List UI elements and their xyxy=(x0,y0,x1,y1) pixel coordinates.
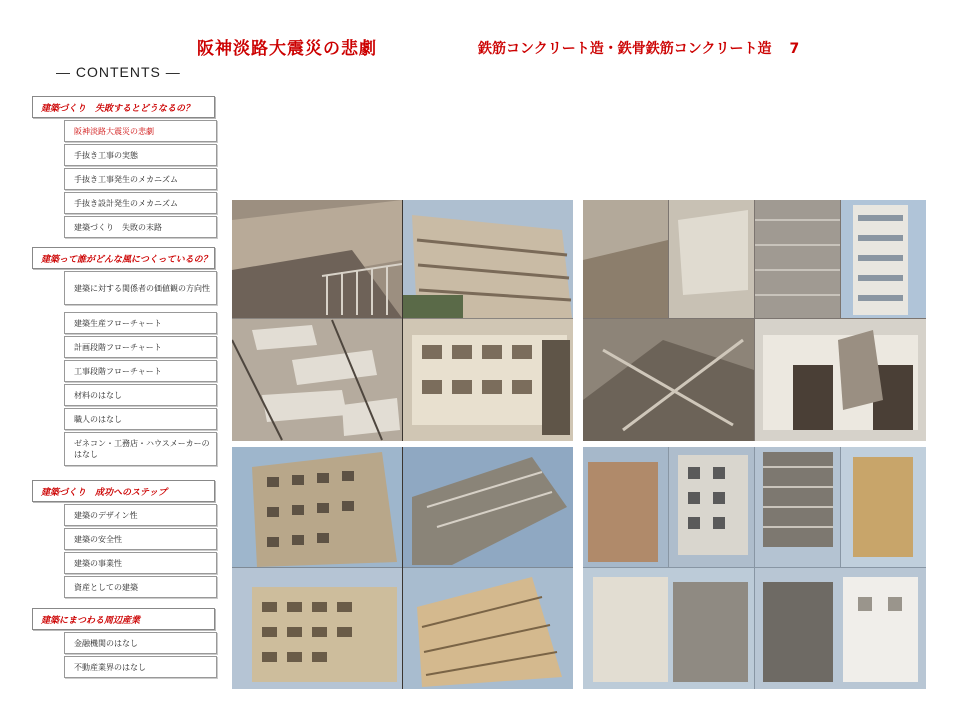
nav-item-hanshin-disaster[interactable]: 阪神淡路大震災の悲劇 xyxy=(64,120,217,142)
nav-item-construction-flow[interactable]: 工事段階フローチャート xyxy=(64,360,217,382)
page-number: 7 xyxy=(789,41,800,57)
nav-section-2[interactable]: 建築って誰がどんな風につくっているの？ xyxy=(32,247,215,269)
nav-item-values[interactable]: 建築に対する関係者の価値観の方向性 xyxy=(64,271,217,305)
nav-item-real-estate[interactable]: 不動産業界のはなし xyxy=(64,656,217,678)
page-title: 阪神淡路大震災の悲劇 xyxy=(197,39,377,59)
nav-item-shoddy-design-mechanism[interactable]: 手抜き設計発生のメカニズム xyxy=(64,192,217,214)
photo-spread-bottom-right xyxy=(583,447,926,689)
nav-item-shoddy-work[interactable]: 手抜き工事の実態 xyxy=(64,144,217,166)
nav-item-materials[interactable]: 材料のはなし xyxy=(64,384,217,406)
photo-spread-top-left xyxy=(232,200,573,441)
nav-item-finance[interactable]: 金融機関のはなし xyxy=(64,632,217,654)
nav-item-asset[interactable]: 資産としての建築 xyxy=(64,576,217,598)
nav-item-craftsmen[interactable]: 職人のはなし xyxy=(64,408,217,430)
photo-spread-top-right xyxy=(583,200,926,441)
page-subtitle xyxy=(478,38,799,58)
nav-item-business[interactable]: 建築の事業性 xyxy=(64,552,217,574)
nav-section-1[interactable]: 建築づくり 失敗するとどうなるの？ xyxy=(32,96,215,118)
nav-item-safety[interactable]: 建築の安全性 xyxy=(64,528,217,550)
nav-item-contractors[interactable]: ゼネコン・工務店・ハウスメーカーのはなし xyxy=(64,432,217,466)
nav-item-production-flow[interactable]: 建築生産フローチャート xyxy=(64,312,217,334)
nav-section-3[interactable]: 建築づくり 成功へのステップ xyxy=(32,480,215,502)
nav-item-planning-flow[interactable]: 計画段階フローチャート xyxy=(64,336,217,358)
nav-section-4[interactable]: 建築にまつわる周辺産業 xyxy=(32,608,215,630)
nav-item-failure-end[interactable]: 建築づくり 失敗の末路 xyxy=(64,216,217,238)
photo-spread-bottom-left xyxy=(232,447,573,689)
contents-heading: — CONTENTS — xyxy=(56,64,181,80)
subtitle-text: 鉄筋コンクリート造・鉄骨鉄筋コンクリート造 xyxy=(478,41,772,57)
nav-item-shoddy-work-mechanism[interactable]: 手抜き工事発生のメカニズム xyxy=(64,168,217,190)
nav-item-design[interactable]: 建築のデザイン性 xyxy=(64,504,217,526)
